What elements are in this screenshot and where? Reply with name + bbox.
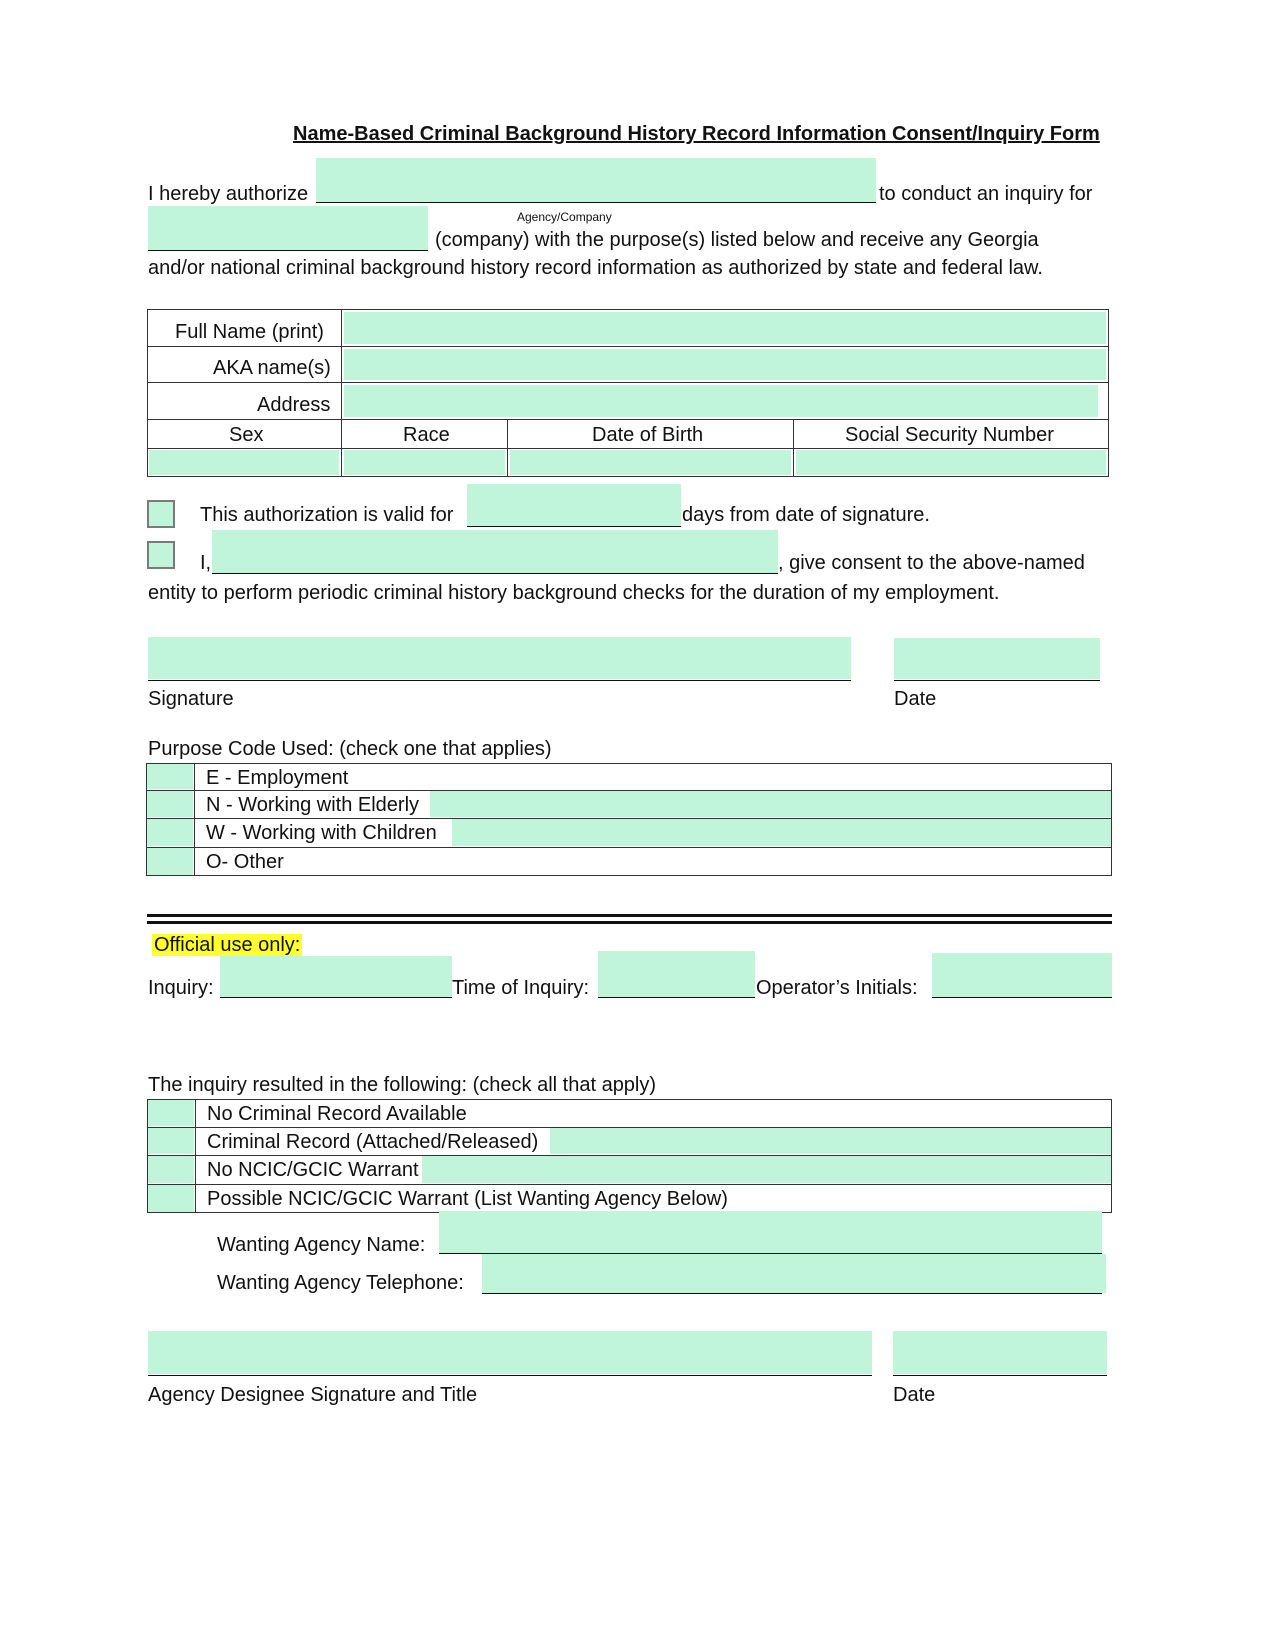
validity-suffix: days from date of signature. bbox=[682, 504, 930, 526]
result-option-no-warrant: No NCIC/GCIC Warrant bbox=[207, 1159, 419, 1181]
purpose-checkbox-n[interactable] bbox=[147, 791, 193, 817]
wanting-agency-name-field[interactable] bbox=[439, 1211, 1102, 1253]
purpose-option-e: E - Employment bbox=[206, 767, 349, 789]
agency-underline bbox=[316, 202, 876, 203]
results-heading: The inquiry resulted in the following: (check all that apply) bbox=[148, 1074, 657, 1096]
result-checkbox-no-warrant[interactable] bbox=[148, 1156, 194, 1183]
col-divider bbox=[195, 1099, 196, 1213]
result-option-possible-warrant: Possible NCIC/GCIC Warrant (List Wanting Agency Below) bbox=[207, 1188, 728, 1210]
company-suffix: (company) with the purpose(s) listed below and receive any Georgia bbox=[435, 229, 1039, 251]
time-label: Time of Inquiry: bbox=[452, 977, 590, 999]
address-field[interactable] bbox=[344, 385, 1098, 417]
race-field[interactable] bbox=[344, 450, 505, 475]
designee-date-field[interactable] bbox=[893, 1331, 1107, 1374]
validity-prefix: This authorization is valid for bbox=[200, 504, 454, 526]
wanting-agency-phone-label: Wanting Agency Telephone: bbox=[217, 1272, 464, 1294]
address-label: Address bbox=[257, 394, 331, 416]
validity-checkbox[interactable] bbox=[147, 500, 175, 528]
date-field[interactable] bbox=[894, 638, 1100, 679]
consent-suffix: , give consent to the above-named bbox=[778, 552, 1085, 574]
consent-underline bbox=[212, 573, 778, 574]
wanting-agency-name-label: Wanting Agency Name: bbox=[217, 1234, 426, 1256]
dob-header: Date of Birth bbox=[592, 424, 704, 446]
purpose-heading: Purpose Code Used: (check one that applies) bbox=[148, 738, 552, 760]
row-divider bbox=[146, 847, 1112, 848]
intro-line3: and/or national criminal background history record information as authorized by state and federal law. bbox=[148, 257, 1043, 279]
race-header: Race bbox=[403, 424, 450, 446]
sex-field[interactable] bbox=[149, 450, 339, 475]
form-title: Name-Based Criminal Background History Record Information Consent/Inquiry Form bbox=[293, 123, 1100, 145]
col-divider bbox=[793, 419, 794, 477]
operator-label: Operator’s Initials: bbox=[756, 977, 918, 999]
result-checkbox-record[interactable] bbox=[148, 1128, 194, 1154]
result-option-none: No Criminal Record Available bbox=[207, 1103, 467, 1125]
result-record-detail-field[interactable] bbox=[550, 1128, 1111, 1154]
designee-date-underline bbox=[893, 1375, 1107, 1376]
time-field[interactable] bbox=[598, 951, 755, 997]
ssn-field[interactable] bbox=[796, 450, 1106, 475]
time-underline bbox=[598, 997, 755, 998]
inquiry-underline bbox=[220, 997, 452, 998]
inquiry-field[interactable] bbox=[220, 956, 452, 997]
designee-signature-underline bbox=[148, 1375, 872, 1376]
official-use-label: Official use only: bbox=[154, 934, 301, 956]
ssn-header: Social Security Number bbox=[845, 424, 1054, 446]
authorize-prefix: I hereby authorize bbox=[148, 183, 309, 205]
authorize-suffix: to conduct an inquiry for bbox=[879, 183, 1093, 205]
purpose-option-n: N - Working with Elderly bbox=[206, 794, 420, 816]
wanting-phone-underline bbox=[482, 1293, 1102, 1294]
designee-signature-label: Agency Designee Signature and Title bbox=[148, 1384, 478, 1406]
purpose-checkbox-w[interactable] bbox=[147, 819, 193, 846]
purpose-n-detail-field[interactable] bbox=[430, 791, 1111, 817]
row-divider bbox=[147, 346, 1109, 347]
designee-signature-field[interactable] bbox=[148, 1331, 872, 1374]
dob-field[interactable] bbox=[510, 450, 791, 475]
divider-rule bbox=[147, 921, 1112, 924]
agency-company-field[interactable] bbox=[316, 158, 876, 202]
signature-field[interactable] bbox=[148, 637, 851, 679]
result-checkbox-none[interactable] bbox=[148, 1100, 194, 1126]
sex-header: Sex bbox=[229, 424, 264, 446]
row-divider bbox=[147, 382, 1109, 383]
company-underline bbox=[148, 250, 428, 251]
agency-caption: Agency/Company bbox=[517, 210, 612, 224]
consent-name-field[interactable] bbox=[212, 530, 778, 574]
row-divider bbox=[147, 419, 1109, 420]
purpose-checkbox-e[interactable] bbox=[147, 764, 193, 789]
result-option-record: Criminal Record (Attached/Released) bbox=[207, 1131, 539, 1153]
company-field[interactable] bbox=[148, 206, 428, 250]
col-divider bbox=[507, 419, 508, 477]
validity-underline bbox=[467, 526, 681, 527]
validity-days-field[interactable] bbox=[467, 484, 681, 526]
operator-underline bbox=[932, 997, 1112, 998]
purpose-w-detail-field[interactable] bbox=[452, 819, 1111, 846]
purpose-option-w: W - Working with Children bbox=[206, 822, 437, 844]
inquiry-label: Inquiry: bbox=[148, 977, 214, 999]
col-divider bbox=[341, 309, 342, 477]
date-underline bbox=[894, 680, 1100, 681]
row-divider bbox=[147, 448, 1109, 449]
purpose-checkbox-o[interactable] bbox=[147, 848, 193, 875]
consent-prefix: I, bbox=[200, 552, 212, 574]
signature-underline bbox=[148, 680, 851, 681]
result-no-warrant-detail-field[interactable] bbox=[422, 1156, 1111, 1183]
date-label: Date bbox=[894, 688, 937, 710]
row-divider bbox=[147, 1184, 1112, 1185]
designee-date-label: Date bbox=[893, 1384, 936, 1406]
operator-initials-field[interactable] bbox=[932, 953, 1112, 997]
aka-label: AKA name(s) bbox=[213, 357, 331, 379]
purpose-option-o: O- Other bbox=[206, 851, 284, 873]
divider-rule bbox=[147, 914, 1112, 917]
result-checkbox-possible-warrant[interactable] bbox=[148, 1185, 194, 1212]
consent-line2: entity to perform periodic criminal history background checks for the duration of my employment. bbox=[148, 582, 1000, 604]
consent-checkbox[interactable] bbox=[147, 541, 175, 569]
col-divider bbox=[194, 763, 195, 876]
signature-label: Signature bbox=[148, 688, 234, 710]
wanting-agency-phone-field[interactable] bbox=[482, 1254, 1106, 1293]
aka-field[interactable] bbox=[344, 349, 1106, 380]
full-name-label: Full Name (print) bbox=[175, 321, 324, 343]
full-name-field[interactable] bbox=[344, 312, 1106, 344]
